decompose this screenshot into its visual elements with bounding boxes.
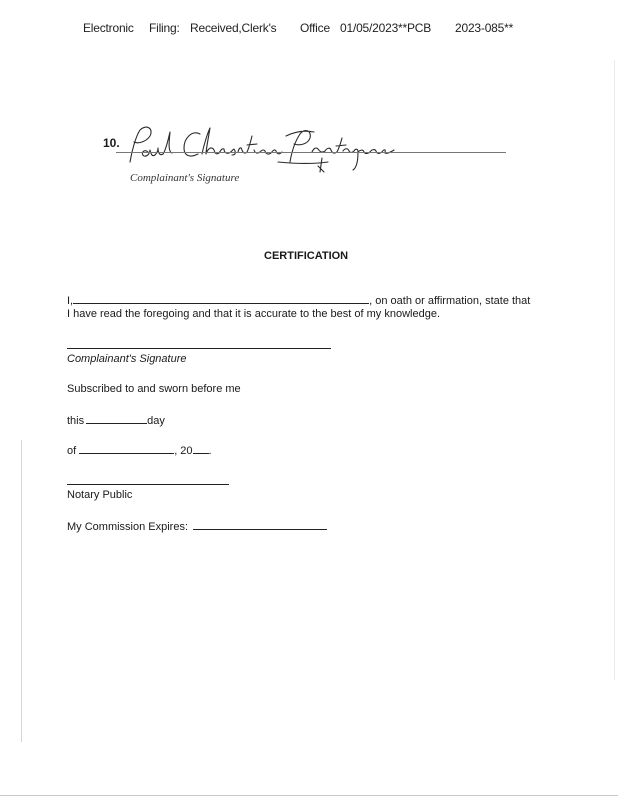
oath-suffix: , on oath or affirmation, state that — [369, 295, 531, 307]
day-blank — [86, 413, 147, 424]
month-year-line — [67, 443, 212, 457]
stamp-case-number: 2023-085** — [455, 21, 514, 35]
stamp-filing: Filing: — [149, 21, 180, 35]
year-prefix: , 20 — [174, 445, 193, 457]
certification-heading: CERTIFICATION — [264, 250, 349, 262]
stamp-office: Office — [300, 21, 330, 35]
stamp-received: Received,Clerk's — [190, 21, 277, 35]
this-prefix: this — [67, 415, 85, 427]
month-blank — [79, 443, 174, 454]
scan-edge-left — [21, 440, 22, 742]
stamp-electronic: Electronic — [83, 21, 134, 35]
subscribed-text: Subscribed to and sworn before me — [67, 383, 241, 395]
name-blank — [73, 293, 369, 304]
complainant-signature-line — [67, 348, 331, 349]
handwritten-signature — [118, 122, 408, 174]
day-line — [67, 413, 165, 427]
commission-blank — [193, 519, 327, 530]
commission-line — [67, 519, 327, 533]
year-blank — [193, 443, 209, 454]
commission-label: My Commission Expires: — [67, 521, 189, 533]
notary-signature-line — [67, 484, 229, 485]
oath-prefix: I, — [67, 295, 74, 307]
year-suffix: . — [208, 445, 212, 457]
day-suffix: day — [147, 415, 165, 427]
oath-line-1 — [67, 293, 530, 307]
signature-line — [116, 152, 506, 153]
scan-edge-bottom — [0, 795, 618, 796]
paragraph-number: 10. — [103, 136, 120, 150]
stamp-date: 01/05/2023**PCB — [340, 21, 432, 35]
of-prefix: of — [67, 445, 77, 457]
scan-edge-right — [614, 60, 615, 680]
signature-caption: Complainant's Signature — [130, 172, 240, 184]
notary-public-label: Notary Public — [67, 489, 133, 501]
oath-line-2: I have read the foregoing and that it is accurate to the best of my knowledge. — [67, 308, 441, 320]
complainant-signature-label: Complainant's Signature — [67, 353, 187, 365]
